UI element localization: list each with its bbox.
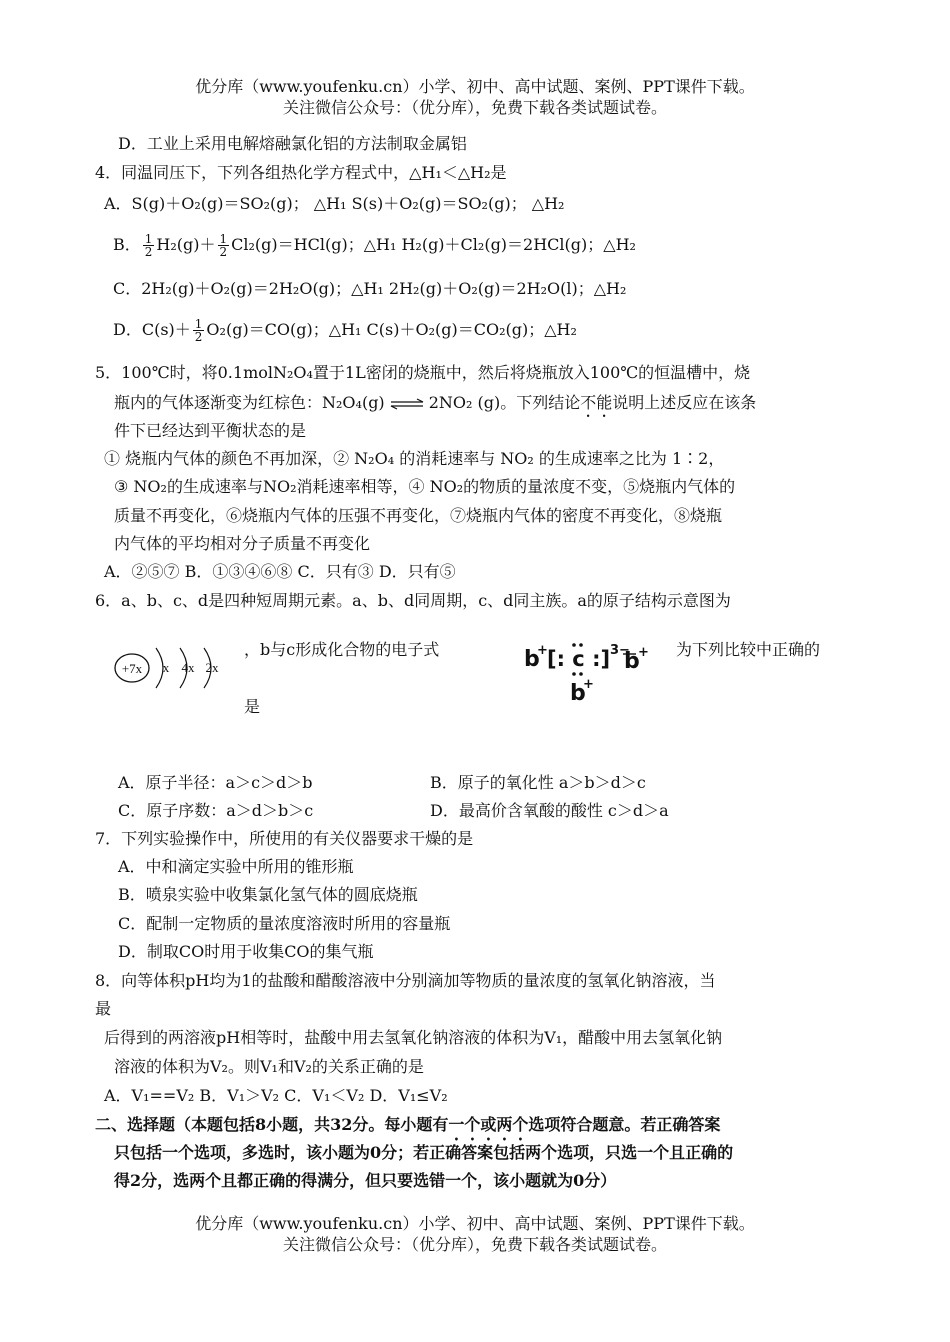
frac-den: 2	[144, 245, 153, 259]
q6-option-b: B．原子的氧化性 a＞b＞d＞c	[430, 773, 646, 792]
q4-stem: 4．同温同压下，下列各组热化学方程式中，△H₁＜△H₂是	[95, 163, 507, 182]
nucleus-label: +7x	[121, 661, 143, 676]
q8-line-1b: 最	[95, 999, 112, 1018]
ef-plus-2: +	[638, 645, 649, 660]
q4-d-rest: O₂(g)＝CO(g)；△H₁ C(s)＋O₂(g)＝CO₂(g)；△H₂	[206, 320, 577, 339]
q4-b-half-1	[143, 233, 155, 258]
q5-not-emphasis: 不能	[580, 393, 613, 412]
atom-structure-diagram	[108, 640, 228, 692]
shell-1-label: x	[162, 660, 170, 675]
shell-3-label: 2x	[205, 660, 219, 675]
q4-d-half	[193, 318, 205, 343]
q5-line-1: 5．100℃时，将0.1molN₂O₄置于1L密闭的烧瓶中，然后将烧瓶放入100℃的恒温槽中，烧	[95, 363, 751, 382]
frac-den: 2	[219, 245, 228, 259]
q6-option-d: D．最高价含氧酸的酸性 c＞d＞a	[430, 801, 669, 820]
ef-b2: b	[624, 649, 640, 674]
header-line-1: 优分库（www.youfenku.cn）小学、初中、高中试题、案例、PPT课件下载。	[195, 77, 755, 96]
q8-line-3: 溶液的体积为V₂。则V₁和V₂的关系正确的是	[114, 1057, 424, 1076]
q4-option-d	[113, 318, 577, 343]
q5-line-4: ① 烧瓶内气体的颜色不再加深，② N₂O₄ 的消耗速率与 NO₂ 的生成速率之比为 1∶2，	[104, 449, 725, 468]
q8-line-2: 后得到的两溶液pH相等时，盐酸中用去氢氧化钠溶液的体积为V₁，醋酸中用去氢氧化钠	[104, 1028, 723, 1047]
q7-option-d: D．制取CO时用于收集CO的集气瓶	[118, 942, 374, 961]
q4-b-mid2: Cl₂(g)＝HCl(g)；△H₁ H₂(g)＋Cl₂(g)＝2HCl(g)；△H₂	[231, 235, 636, 254]
q4-option-b	[113, 233, 636, 258]
footer-line-1: 优分库（www.youfenku.cn）小学、初中、高中试题、案例、PPT课件下载。	[195, 1214, 755, 1233]
equilibrium-arrow-icon	[389, 398, 425, 410]
q7-option-a: A．中和滴定实验中所用的锥形瓶	[118, 857, 354, 876]
q6-right-text: 为下列比较中正确的	[676, 640, 821, 659]
frac-num: 1	[144, 232, 153, 246]
q6-stem: 6．a、b、c、d是四种短周期元素。a、b、d同周期，c、d同主族。a的原子结构示意图为	[95, 591, 731, 610]
electron-formula	[520, 632, 660, 712]
q4-b-half-2	[218, 233, 230, 258]
footer-line-2: 关注微信公众号：（优分库），免费下载各类试题试卷。	[282, 1235, 667, 1254]
ef-b3: b	[570, 681, 586, 706]
header-line-2: 关注微信公众号：（优分库），免费下载各类试题试卷。	[282, 98, 667, 117]
q5-line-2-c: 说明上述反应在该条	[612, 393, 757, 412]
frac-num: 1	[194, 317, 203, 331]
q4-b-prefix: B．	[113, 235, 141, 254]
q6-shi: 是	[244, 697, 261, 716]
section2-line-1c: 选项符合题意。若正确答案	[528, 1115, 721, 1134]
q5-options: A．②⑤⑦ B．①③④⑥⑧ C．只有③ D．只有⑤	[104, 562, 456, 581]
q4-option-c: C．2H₂(g)＋O₂(g)＝2H₂O(g)；△H₁ 2H₂(g)＋O₂(g)＝2H₂O(l)；△H₂	[113, 279, 627, 298]
q8-line-1: 8．向等体积pH均为1的盐酸和醋酸溶液中分别滴加等物质的量浓度的氢氧化钠溶液，当	[95, 971, 716, 990]
q5-line-3: 件下已经达到平衡状态的是	[114, 421, 307, 440]
q4-b-mid1: H₂(g)＋	[156, 235, 216, 254]
q5-line-2-a: 瓶内的气体逐渐变为红棕色：N₂O₄(g)	[114, 393, 385, 412]
section2-line-1	[95, 1115, 720, 1144]
q5-line-7: 内气体的平均相对分子质量不再变化	[114, 534, 371, 553]
q4-d-prefix: D．C(s)＋	[113, 320, 191, 339]
q6-mid-text: ，b与c形成化合物的电子式	[244, 640, 440, 659]
ef-plus-1: +	[537, 643, 548, 658]
section2-line-1a: 二、选择题（本题包括8小题，共32分。每小题有	[95, 1115, 449, 1134]
section2-emphasis: 一个或两个	[448, 1115, 529, 1134]
q4-option-a: A．S(g)＋O₂(g)＝SO₂(g)； △H₁ S(s)＋O₂(g)＝SO₂(g)； △H₂	[104, 194, 565, 213]
q8-options: A．V₁==V₂ B．V₁＞V₂ C．V₁＜V₂ D．V₁≤V₂	[104, 1086, 448, 1105]
q6-option-a: A．原子半径：a＞c＞d＞b	[118, 773, 313, 792]
q3-option-d: D．工业上采用电解熔融氯化铝的方法制取金属铝	[118, 134, 467, 153]
q7-option-c: C．配制一定物质的量浓度溶液时所用的容量瓶	[118, 914, 451, 933]
q6-option-c: C．原子序数：a＞d＞b＞c	[118, 801, 314, 820]
section2-line-3: 得2分，选两个且都正确的得满分，但只要选错一个，该小题就为0分）	[114, 1171, 617, 1190]
section2-line-2: 只包括一个选项，多选时，该小题为0分；若正确答案包括两个选项，只选一个且正确的	[114, 1143, 734, 1162]
q5-line-2	[114, 393, 756, 421]
frac-num: 1	[219, 232, 228, 246]
shell-2-label: 4x	[181, 660, 195, 675]
ef-b1: b	[524, 647, 540, 672]
ef-plus-3: +	[583, 677, 594, 692]
q5-line-5: ③ NO₂的生成速率与NO₂消耗速率相等，④ NO₂的物质的量浓度不变，⑤烧瓶内气体的	[114, 477, 736, 496]
frac-den: 2	[194, 330, 203, 344]
q5-line-2-b: 2NO₂ (g)。下列结论	[428, 393, 581, 412]
q7-stem: 7．下列实验操作中，所使用的有关仪器要求干燥的是	[95, 829, 474, 848]
ef-anion: [: c :]	[547, 647, 611, 671]
ef-charge: 3−	[610, 643, 630, 658]
q5-line-6: 质量不再变化，⑥烧瓶内气体的压强不再变化，⑦烧瓶内气体的密度不再变化，⑧烧瓶	[114, 506, 723, 525]
q7-option-b: B．喷泉实验中收集氯化氢气体的圆底烧瓶	[118, 885, 418, 904]
